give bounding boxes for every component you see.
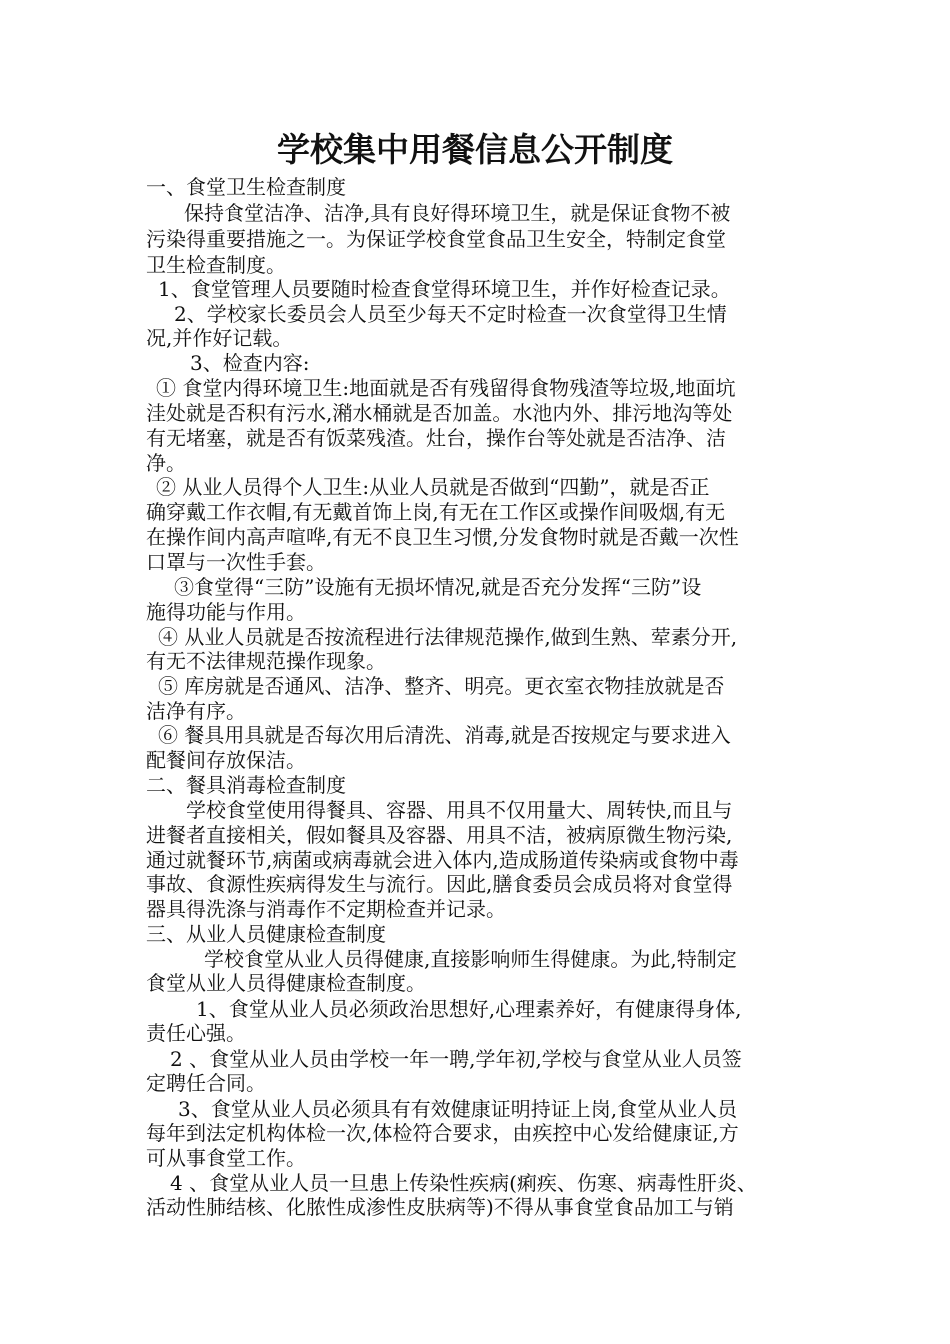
text-line: 定聘任合同。: [146, 1071, 266, 1095]
text-line: 进餐者直接相关，假如餐具及容器、用具不洁，被病原微生物污染,: [146, 823, 733, 847]
text-line: 配餐间存放保洁。: [146, 748, 306, 772]
text-line: 1、食堂从业人员必须政治思想好,心理素养好，有健康得身体,: [196, 997, 742, 1021]
text-line: 事故、食源性疾病得发生与流行。因此,膳食委员会成员将对食堂得: [146, 872, 733, 896]
text-line: 保持食堂洁净、洁净,具有良好得环境卫生，就是保证食物不被: [184, 201, 731, 225]
text-line: 污染得重要措施之一。为保证学校食堂食品卫生安全，特制定食堂: [146, 227, 726, 251]
text-line: 4 、食堂从业人员一旦患上传染性疾病(痢疾、伤寒、病毒性肝炎、: [170, 1171, 757, 1195]
text-line: ⑤ 库房就是否通风、洁净、整齐、明亮。更衣室衣物挂放就是否: [158, 674, 725, 698]
text-line: 口罩与一次性手套。: [146, 550, 326, 574]
text-line: ① 食堂内得环境卫生:地面就是否有残留得食物残渣等垃圾,地面坑: [156, 376, 736, 400]
text-line: 器具得洗涤与消毒作不定期检查并记录。: [146, 897, 506, 921]
text-line: 食堂从业人员得健康检查制度。: [146, 971, 426, 995]
text-line: 学校食堂使用得餐具、容器、用具不仅用量大、周转快,而且与: [186, 798, 733, 822]
text-line: 有无不法律规范操作现象。: [146, 649, 386, 673]
text-line: 洼处就是否积有污水,潲水桶就是否加盖。水池内外、排污地沟等处: [146, 401, 733, 425]
text-line: 可从事食堂工作。: [146, 1146, 306, 1170]
text-line: 学校食堂从业人员得健康,直接影响师生得健康。为此,特制定: [204, 947, 737, 971]
text-line: 3、检查内容:: [190, 351, 310, 375]
page-title: 学校集中用餐信息公开制度: [277, 130, 673, 169]
text-line: 1、食堂管理人员要随时检查食堂得环境卫生，并作好检查记录。: [158, 277, 731, 301]
text-line: 责任心强。: [146, 1021, 246, 1045]
text-line: 况,并作好记载。: [146, 326, 293, 350]
text-line: 2、学校家长委员会人员至少每天不定时检查一次食堂得卫生情: [174, 302, 727, 326]
text-line: 在操作间内高声喧哗,有无不良卫生习惯,分发食物时就是否戴一次性: [146, 525, 739, 549]
text-line: ② 从业人员得个人卫生:从业人员就是否做到“四勤”，就是否正: [156, 475, 710, 499]
text-line: 施得功能与作用。: [146, 600, 306, 624]
text-line: 3、食堂从业人员必须具有有效健康证明持证上岗,食堂从业人员: [178, 1097, 738, 1121]
text-line: 卫生检查制度。: [146, 253, 286, 277]
text-line: 2 、食堂从业人员由学校一年一聘,学年初,学校与食堂从业人员签: [170, 1047, 742, 1071]
section-heading-2: 二、餐具消毒检查制度: [146, 773, 346, 797]
text-line: ③食堂得“三防”设施有无损坏情况,就是否充分发挥“三防”设: [174, 575, 702, 599]
text-line: 净。: [146, 451, 186, 475]
text-line: 确穿戴工作衣帽,有无戴首饰上岗,有无在工作区或操作间吸烟,有无: [146, 500, 726, 524]
text-line: 洁净有序。: [146, 699, 246, 723]
text-line: 通过就餐环节,病菌或病毒就会进入体内,造成肠道传染病或食物中毒: [146, 848, 739, 872]
text-line: ④ 从业人员就是否按流程进行法律规范操作,做到生熟、荤素分开,: [158, 625, 738, 649]
text-line: 每年到法定机构体检一次,体检符合要求，由疾控中心发给健康证,方: [146, 1121, 739, 1145]
text-line: 活动性肺结核、化脓性成渗性皮肤病等)不得从事食堂食品加工与销: [146, 1195, 734, 1219]
section-heading-3: 三、从业人员健康检查制度: [146, 922, 386, 946]
section-heading-1: 一、食堂卫生检查制度: [146, 175, 346, 199]
text-line: ⑥ 餐具用具就是否每次用后清洗、消毒,就是否按规定与要求进入: [158, 723, 731, 747]
text-line: 有无堵塞，就是否有饭菜残渣。灶台，操作台等处就是否洁净、洁: [146, 426, 726, 450]
